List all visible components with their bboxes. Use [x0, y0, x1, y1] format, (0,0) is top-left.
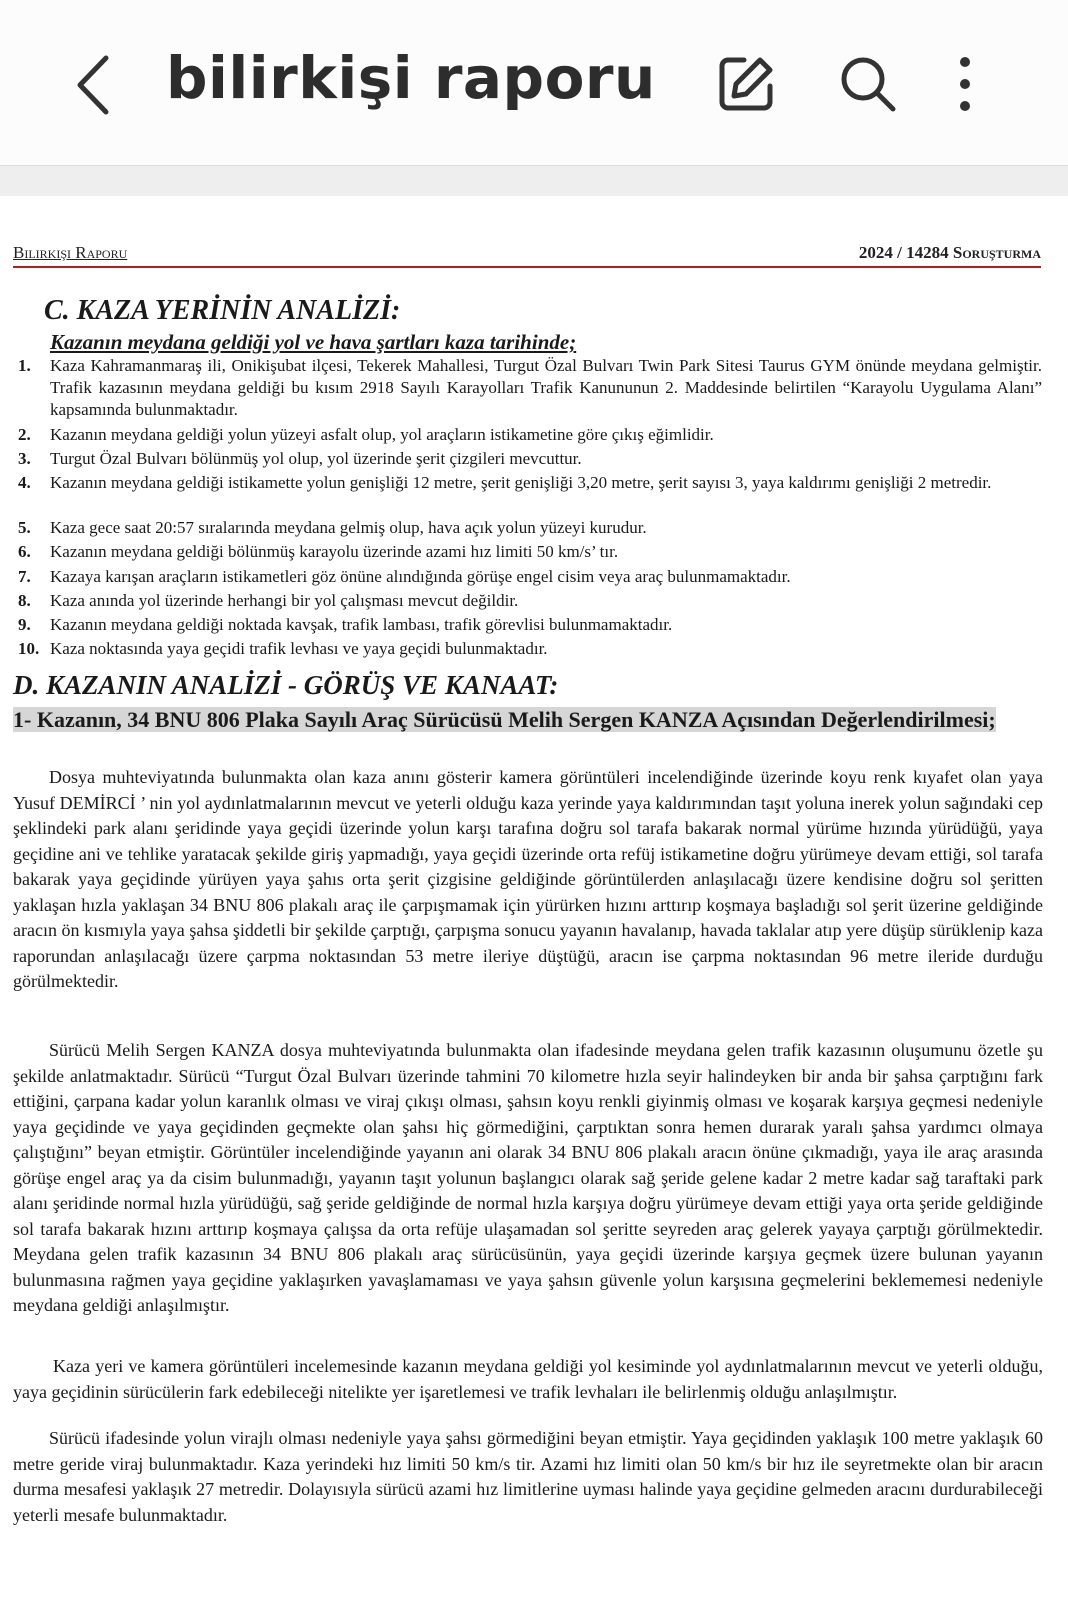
toolbar-divider [0, 165, 1068, 197]
header-rule [13, 266, 1041, 268]
item-number: 10. [18, 639, 40, 658]
edit-icon [716, 54, 776, 114]
item-text: Kaza gece saat 20:57 sıralarında meydana gelmiş olup, hava açık yolun yüzeyi kurudur. [50, 518, 647, 537]
item-text: Kaza Kahramanmaraş ili, Onikişubat ilçesi, Tekerek Mahallesi, Turgut Özal Bulvarı Twin Park Sitesi Taurus GYM önünde meydana gelmiştir. Trafik kazasının meydana geldiği bu kısım 2918 Sayılı Karayolları Trafik Kanununun 2. Maddesinde belirtilen “Karayolu Uygulama Alanı” kapsamında bulunmaktadır. [50, 356, 1042, 419]
search-button[interactable] [838, 54, 898, 114]
item-number: 7. [18, 567, 31, 586]
item-text: Kazanın meydana geldiği yolun yüzeyi asfalt olup, yol araçların istikametine göre çıkış eğimlidir. [50, 425, 714, 444]
item-number: 8. [18, 591, 31, 610]
item-text: Kazanın meydana geldiği istikamette yolun genişliği 12 metre, şerit genişliği 3,20 metre, şerit sayısı 3, yaya kaldırımı genişliği 2 metredir. [50, 473, 992, 492]
section-d-title: D. KAZANIN ANALİZİ - GÖRÜŞ VE KANAAT: [13, 670, 559, 700]
section-c-title: C. KAZA YERİNİN ANALİZİ: [44, 295, 401, 326]
section-c-subtitle: Kazanın meydana geldiği yol ve hava şartları kaza tarihinde; [50, 330, 577, 354]
item-text: Kazanın meydana geldiği bölünmüş karayolu üzerinde azami hız limiti 50 km/s’ tır. [50, 542, 619, 561]
paragraph-site-inspection: Kaza yeri ve kamera görüntüleri incelemesinde kazanın meydana geldiği yol kesiminde yol aydınlatmalarının mevcut ve yeterli olduğu, yaya geçidinin sürücülerin fark edebileceği nitelikte yer işaretlemesi ve trafik levhaları ile belirlenmiş olduğu anlaşılmıştır. [13, 1356, 1043, 1402]
item-text: Kazanın meydana geldiği noktada kavşak, trafik lambası, trafik görevlisi bulunmamaktadır. [50, 615, 673, 634]
edit-button[interactable] [716, 54, 776, 114]
item-text: Kazaya karışan araçların istikametleri göz önüne alındığında görüşe engel cisim veya araç bulunmamaktadır. [50, 567, 791, 586]
item-number: 5. [18, 518, 31, 537]
paragraph-stopping-distance: Sürücü ifadesinde yolun virajlı olması nedeniyle yaya şahsı görmediğini beyan etmiştir. Yaya geçidinden yaklaşık 100 metre yaklaşık 60 metre geride viraj bulunmaktadır. Kaza yerindeki hız limiti 50 km/s tir. Azami hız limiti olan 50 km/s bir hız ile seyretmekte olan bir aracın durma mesafesi yaklaşık 27 metredir. Dolayısıyla sürücü azami hız limitlerine uyması halinde yaya geçidine gelmeden aracını durdurabileceği yeterli mesafe bulunmaktadır. [13, 1428, 1043, 1525]
item-number: 6. [18, 542, 31, 561]
search-icon [838, 54, 898, 114]
item-number: 4. [18, 473, 31, 492]
back-button[interactable] [70, 52, 120, 118]
item-number: 9. [18, 615, 31, 634]
item-number: 3. [18, 449, 31, 468]
doc-header-right: 2024 / 14284 Soruşturma [858, 243, 1041, 262]
app-bar [0, 0, 1068, 165]
item-number: 2. [18, 425, 31, 444]
item-number: 1. [18, 356, 31, 375]
paragraph-camera-analysis: Dosya muhteviyatında bulunmakta olan kaza anını gösterir kamera görüntüleri incelendiğinde üzerinde koyu renk kıyafet olan yaya Yusuf DEMİRCİ ’ nin yol aydınlatmalarının mevcut ve yeterli olduğu kaza yerinde yaya kaldırımından taşıt yoluna inerek yolun sağındaki cep şeklindeki park alanı şeridinde yaya geçidi üzerinde yolun karşı tarafına doğru sol tarafa bakarak normal yürüme hızında yürüdüğü, yaya geçidine ani ve tehlike yaratacak şekilde giriş yapmadığı, yaya geçidi üzerinde orta refüj istikametine doğru yürümeye devam ettiği, sol tarafa bakarak yaya geçidinde yürüyen yaya şahıs orta şerit çizgisine geldiğinde görüntülerden anlaşılacağı üzere kendisine doğru sol şeritten yaklaşan hızla yaklaşan 34 BNU 806 plakalı araç ile çarpışmamak için yürürken hızını arttırıp koşmaya başladığı sol şerit üzerine geldiğinde aracın ön kısmıyla yaya şahsa şiddetli bir şekilde çarptığı, çarpışma sonucu yayanın havalanıp, havada taklalar atıp yere düşüp sürüklenip kaza raporundan anlaşılacağı üzere çarpma noktasından 53 metre ileriye düştüğü, aracın ise çarpma noktasından 96 metre ileride durduğu görülmektedir. [13, 767, 1043, 991]
more-options-button[interactable] [950, 54, 980, 114]
doc-header-left: Bilirkişi Raporu [13, 243, 128, 262]
paragraph-driver-statement: Sürücü Melih Sergen KANZA dosya muhteviyatında bulunmakta olan ifadesinde meydana gelen trafik kazasının oluşumunu özetle şu şekilde anlatmaktadır. Sürücü “Turgut Özal Bulvarı üzerinde tahmini 70 kilometre hızla seyir halindeyken bir anda bir şahsa çarptığını fark ettiğini, çarpana kadar yolun karanlık olması ve viraj çıkışı olması, şahsın koyu renkli giyinmiş olması ve koşarak karşıya geçmesi nedeniyle yaya geçidinde ve yaya geçidinden geçmekte olan şahsı hiç görmediğini, çarptıktan sonra hemen durarak yaralı şahsa yardımcı olmaya çalıştığını” beyan etmiştir. Görüntüler incelendiğinde yayanın ani olarak 34 BNU 806 plakalı aracın önüne çıkmadığı, yaya ile araç arasında görüşe engel araç ya da cisim bulunmadığı, yayanın taşıt yolunun başlangıcı olarak sağ şeride gelene kadar 2 metre kadar sağ taraftaki park alanı şeridinde normal hızla yürüdüğü, sağ şeride geldiğinde de normal hızla karşıya doğru yürümeye devam ettiği yaya orta şeride geldiğinde sol tarafa bakarak hızını arttırıp koşmaya çalışsa da orta refüje ulaşamadan sol şeritte seyreden araç gelerek yayaya çarptığı görülmektedir. Meydana gelen trafik kazasının 34 BNU 806 plakalı araç sürücüsünün, yaya geçidi üzerinde karşıya geçmek üzere bulunan yayanın bulunmasına rağmen yaya geçidine yaklaşırken yavaşlamaması ve yaya şahsın güvenle yolun karşısına geçmelerini beklememesi nedeniyle meydana geldiği anlaşılmıştır. [13, 1040, 1043, 1315]
chevron-left-icon [70, 52, 120, 118]
item-text: Turgut Özal Bulvarı bölünmüş yol olup, yol üzerinde şerit çizgileri mevcuttur. [50, 449, 582, 468]
document-title: bilirkişi raporu [166, 44, 656, 112]
evaluation-heading [13, 706, 1043, 733]
heading-text: 1- Kazanın, 34 BNU 806 Plaka Sayılı Araç Sürücüsü Melih Sergen KANZA Açısından Değerlendirilmesi; [13, 707, 996, 732]
item-text: Kaza anında yol üzerinde herhangi bir yol çalışması mevcut değildir. [50, 591, 519, 610]
item-text: Kaza noktasında yaya geçidi trafik levhası ve yaya geçidi bulunmaktadır. [50, 639, 548, 658]
more-vertical-icon [950, 54, 980, 114]
